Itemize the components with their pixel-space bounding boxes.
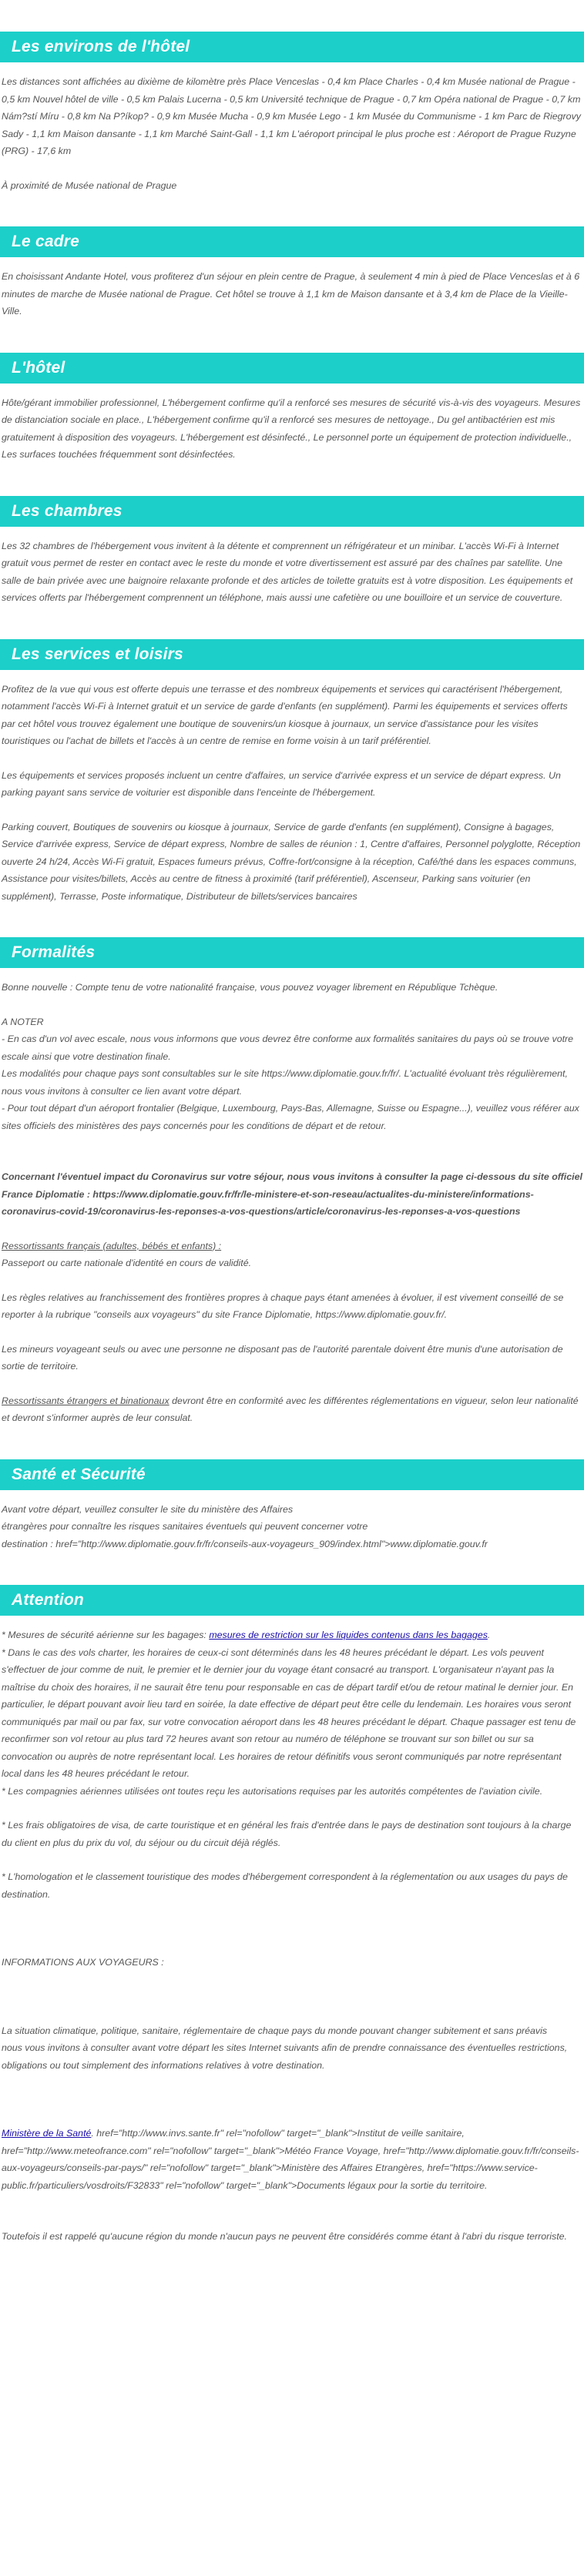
anoter-frontalier: - Pour tout départ d'un aéroport frontalier (Belgique, Luxembourg, Pays-Bas, Allemagne, Suisse ou Espagne...), veuillez vous référer aux sites officiels des ministères des pays concernés pour les conditions de départ et de retour.	[2, 1103, 579, 1131]
section-title: Les services et loisirs	[0, 639, 584, 670]
section-cadre	[0, 194, 584, 320]
section-hotel	[0, 320, 584, 464]
homologation-text: * L'homologation et le classement touristique des modes d'hébergement correspondent à la réglementation ou aux usages du pays de destination.	[2, 1871, 568, 1900]
section-attention	[0, 1553, 584, 2246]
ressortissants-fr-text: Passeport ou carte nationale d'identité en cours de validité.	[2, 1258, 252, 1268]
bagages-suffix: .	[487, 1630, 491, 1640]
ressortissants-etr-title: Ressortissants étrangers et binationaux	[2, 1395, 169, 1406]
sante-line-1: Avant votre départ, veuillez consulter le site du ministère des Affaires	[2, 1503, 294, 1515]
regles-text: Les règles relatives au franchissement des frontières propres à chaque pays étant amenées à évoluer, il est vivement conseillé de se reporter à la rubrique "conseils aux voyageurs" du site France Diplomatie, https://www.diplomatie.gouv.fr/.	[2, 1291, 564, 1320]
services-text-1: Profitez de la vue qui vous est offerte depuis une terrasse et des nombreux équipements et services qui caractérisent l'hébergement, notamment l'accès Wi-Fi à Internet gratuit et un service de garde d'enfants (en supplément). Parmi les équipements et services offerts par cet hôtel vous trouvez également une boutique de souvenirs/un kiosque à journaux, un service d'assistance pour les visites touristiques ou l'achat de billets et l'accès à un centre de remise en forme voisin à un tarif préférentiel.	[2, 683, 568, 746]
ministere-text	[2, 2125, 582, 2194]
infos-voyageurs-title: INFORMATIONS AUX VOYAGEURS :	[2, 1957, 164, 1968]
bagages-text	[2, 1626, 582, 1644]
anoter-title: A NOTER	[2, 1016, 44, 1027]
horaires-text: * Dans le cas des vols charter, les horaires de ceux-ci sont déterminés dans les 48 heures précédant le départ. Les vols peuvent s'effectuer de jour comme de nuit, le premier et le dernier jour du voyage étant consacré au transport. L'organisateur n'ayant pas la maîtrise du choix des horaires, il ne saurait être tenu pour responsable en cas de départ tardif et/ou de retour matinal le dernier jour. En particulier, le départ pouvant avoir lieu tard en soirée, la date effective de départ peut être celle du lendemain. Les horaires vous seront communiqués par mail ou par fax, sur votre convocation aéroport dans les 48 heures précédant le départ. Chaque passager est tenu de reconfirmer son vol retour au plus tard 72 heures avant son retour au numéro de téléphone se trouvant sur son billet ou sur sa convocation ou auprès de notre représentant local. Les horaires de retour définitifs vous seront communiqués par notre représentant local dans les 48 heures précédant le retour.	[2, 1646, 576, 1779]
ministere-sante-link[interactable]: Ministère de la Santé	[2, 2128, 92, 2139]
cadre-text: En choisissant Andante Hotel, vous profiterez d'un séjour en plein centre de Prague, à seulement 4 min à pied de Place Venceslas et à 6 minutes de marche de Musée national de Prague. Cet hôtel se trouve à 1,1 km de Maison dansante et à 3,4 km de Place de la Vieille-Ville.	[2, 271, 580, 317]
anoter-escale: - En cas d'un vol avec escale, nous vous informons que vous devrez être conforme aux formalités sanitaires du pays où se trouve votre escale ainsi que votre destination finale.	[2, 1033, 574, 1062]
ressortissants-etr	[2, 1392, 582, 1427]
section-title: Les chambres	[0, 496, 584, 527]
section-environs	[0, 0, 584, 194]
section-title: Attention	[0, 1585, 584, 1616]
section-title: Le cadre	[0, 226, 584, 257]
ministere-links-text: . href="http://www.invs.sante.fr" rel="nofollow" target="_blank">Institut de veille sanitaire, href="http://www.meteofrance.com" rel="nofollow" target="_blank">Météo France Voyage, href="http://www.diplomatie.gouv.fr/fr/conseils-aux-voyageurs/conseils-par-pays/" rel="nofollow" target="_blank">Ministère des Affaires Etrangères, href="https://www.service-public.fr/particuliers/vosdroits/F32833" rel="nofollow" target="_blank">Documents légaux pour la sortie du territoire.	[2, 2128, 579, 2191]
distances-text: Les distances sont affichées au dixième de kilomètre près Place Venceslas - 0,4 km Place Charles - 0,4 km Musée national de Prague - 0,5 km Nouvel hôtel de ville - 0,5 km Palais Lucerna - 0,5 km Université technique de Prague - 0,7 km Opéra national de Prague - 0,7 km Nám?stí Míru - 0,8 km Na P?íkop? - 0,9 km Musée Mucha - 0,9 km Musée Lego - 1 km Musée du Communisme - 1 km Parc de Riegrovy Sady - 1,1 km Maison dansante - 1,1 km Marché Saint-Gall - 1,1 km L'aéroport principal le plus proche est : Aéroport de Prague Ruzyne (PRG) - 17,6 km	[2, 76, 581, 156]
compagnies-text: * Les compagnies aériennes utilisées ont toutes reçu les autorisations requises par les autorités compétentes de l'aviation civile.	[2, 1785, 543, 1797]
frais-text: * Les frais obligatoires de visa, de carte touristique et en général les frais d'entrée dans le pays de destination sont toujours à la charge du client en plus du prix du vol, du séjour ou du circuit déjà réglés.	[2, 1820, 572, 1848]
formalites-intro: Bonne nouvelle : Compte tenu de votre nationalité française, vous pouvez voyager librement en République Tchèque.	[2, 982, 498, 993]
section-formalites	[0, 905, 584, 1427]
liquides-restriction-link[interactable]: mesures de restriction sur les liquides contenus dans les bagages	[209, 1630, 488, 1640]
sante-line-3: destination : href="http://www.diplomatie.gouv.fr/fr/conseils-aux-voyageurs_909/index.html">www.diplomatie.gouv.fr	[2, 1538, 488, 1549]
sante-line-2: étrangères pour connaître les risques sanitaires éventuels qui peuvent concerner votre	[2, 1521, 368, 1532]
section-services	[0, 607, 584, 906]
section-title: Santé et Sécurité	[0, 1459, 584, 1490]
mineurs-text: Les mineurs voyageant seuls ou avec une personne ne disposant pas de l'autorité parentale doivent être munis d'une autorisation de sortie de territoire.	[2, 1343, 563, 1372]
covid-notice: Concernant l'éventuel impact du Coronavirus sur votre séjour, nous vous invitons à consulter la page ci-dessous du site officiel France Diplomatie : https://www.diplomatie.gouv.fr/fr/le-ministere-et-son-reseau/actualites-du-ministere/informations-coronavirus-covid-19/coronavirus-les-reponses-a-vos-questions/article/coronavirus-les-reponses-a-vos-questions	[2, 1171, 582, 1217]
terrorisme-text: Toutefois il est rappelé qu'aucune région du monde n'aucun pays ne peuvent être considérés comme étant à l'abri du risque terroriste.	[2, 2231, 567, 2242]
proximity-text: À proximité de Musée national de Prague	[2, 179, 177, 191]
services-text-2: Les équipements et services proposés incluent un centre d'affaires, un service d'arrivée express et un service de départ express. Un parking payant sans service de voiturier est disponible dans l'enceinte de l'hébergement.	[2, 769, 561, 798]
section-title: Les environs de l'hôtel	[0, 32, 584, 62]
hotel-text: Hôte/gérant immobilier professionnel, L'hébergement confirme qu'il a renforcé ses mesures de sécurité vis-à-vis des voyageurs. Mesures de distanciation sociale en place., L'hébergement confirme qu'il a renforcé ses mesures de nettoyage., Du gel antibactérien est mis gratuitement à disposition des voyageurs. L'hébergement est désinfecté., Le personnel porte un équipement de protection individuelle., Les surfaces touchées fréquemment sont désinfectées.	[2, 397, 581, 460]
section-title: L'hôtel	[0, 353, 584, 384]
ressortissants-etr-text: devront être en conformité avec les différentes réglementations en vigueur, selon leur nationalité et devront s'informer auprès de leur consulat.	[2, 1395, 579, 1423]
section-sante	[0, 1427, 584, 1553]
anoter-modalites: Les modalités pour chaque pays sont consultables sur le site https://www.diplomatie.gouv.fr/fr/. L'actualité évoluant très régulièrement, nous vous invitons à consulter ce lien avant votre départ.	[2, 1068, 568, 1097]
chambres-text: Les 32 chambres de l'hébergement vous invitent à la détente et comprennent un réfrigérateur et un minibar. L'accès Wi-Fi à Internet gratuit vous permet de rester en contact avec le reste du monde et votre divertissement est assuré par des chaînes par satellite. Une salle de bain privée avec une baignoire relaxante profonde et des articles de toilette gratuits est à votre disposition. Les équipements et services offerts par l'hébergement comprennent un téléphone, mais aussi une cafetière ou une bouilloire et un service de couverture.	[2, 540, 573, 603]
situation-text-2: nous vous invitons à consulter avant votre départ les sites Internet suivants afin de prendre connaissance des éventuelles restrictions, obligations ou tout simplement des informations relatives à votre destination.	[2, 2042, 568, 2071]
section-chambres	[0, 464, 584, 607]
bagages-prefix: * Mesures de sécurité aérienne sur les bagages:	[2, 1630, 210, 1640]
services-list: Parking couvert, Boutiques de souvenirs ou kiosque à journaux, Service de garde d'enfants (en supplément), Consigne à bagages, Service d'arrivée express, Service de départ express, Nombre de salles de réunion : 1, Centre d'affaires, Personnel polyglotte, Réception ouverte 24 h/24, Accès Wi-Fi gratuit, Espaces fumeurs prévus, Coffre-fort/consigne à la réception, Café/thé dans les espaces communs, Assistance pour visites/billets, Accès au centre de fitness à proximité (tarif préférentiel), Ascenseur, Parking sans voiturier (en supplément), Terrasse, Poste informatique, Distributeur de billets/services bancaires	[2, 821, 581, 902]
section-title: Formalités	[0, 937, 584, 968]
situation-text-1: La situation climatique, politique, sanitaire, réglementaire de chaque pays du monde pouvant changer subitement et sans préavis	[2, 2025, 548, 2036]
ressortissants-fr-title: Ressortissants français (adultes, bébés et enfants) :	[2, 1240, 222, 1251]
